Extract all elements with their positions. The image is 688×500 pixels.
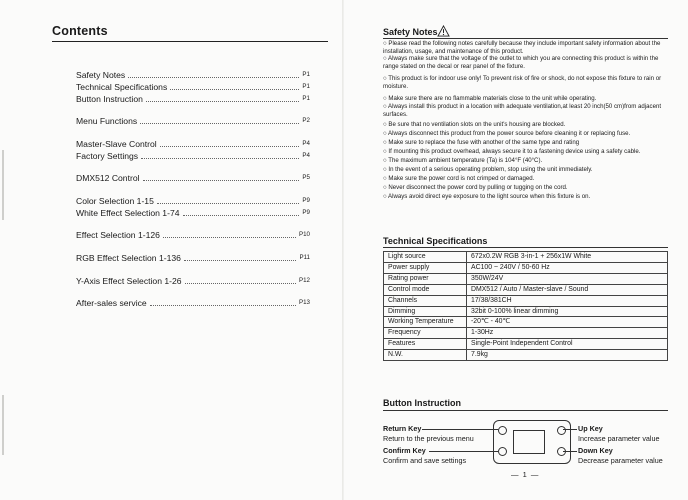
return-key-leader	[422, 429, 498, 430]
table-row	[384, 252, 668, 263]
table-row	[384, 284, 668, 295]
safety-note-text: Make sure there are no flammable materials close to the unit while operating.	[388, 95, 597, 102]
toc-item-page: P4	[302, 152, 310, 159]
return-key-label: Return Key	[383, 424, 422, 433]
safety-note	[383, 184, 668, 192]
spec-value: 32bit 0-100% linear dimming	[467, 306, 668, 317]
toc-item-page: P1	[302, 83, 310, 90]
toc-leader-dots	[157, 203, 300, 204]
safety-notes-divider	[383, 38, 668, 39]
spec-value: 350W/24V	[467, 273, 668, 284]
toc-leader-dots	[183, 215, 300, 216]
toc-item-page: P1	[302, 95, 310, 102]
safety-note	[383, 148, 668, 156]
safety-note-text: Be sure that no ventilation slots on the unit's housing are blocked.	[388, 121, 566, 128]
bullet-circle-icon: ○	[383, 148, 387, 155]
contents-divider	[52, 41, 328, 42]
toc-item-label: RGB Effect Selection 1-136	[76, 253, 181, 263]
tech-specs-divider	[383, 247, 668, 248]
toc-item-label: Y-Axis Effect Selection 1-26	[76, 276, 182, 286]
toc-leader-dots	[185, 283, 296, 284]
bullet-circle-icon: ○	[383, 55, 387, 62]
bullet-circle-icon: ○	[383, 193, 387, 200]
down-key-button	[557, 447, 566, 456]
safety-note	[383, 95, 668, 103]
safety-note	[383, 166, 668, 174]
toc-item[interactable]	[76, 70, 310, 80]
safety-note	[383, 157, 668, 165]
toc-leader-dots	[163, 237, 296, 238]
spec-value: 672x0.2W RGB 3-in-1 + 256x1W White	[467, 252, 668, 263]
toc-item-label: Master-Slave Control	[76, 139, 157, 149]
toc-item[interactable]	[76, 139, 310, 149]
safety-note-text: The maximum ambient temperature (Ta) is 104°F (40°C).	[388, 157, 543, 164]
return-key-desc: Return to the previous menu	[383, 434, 474, 443]
toc-leader-dots	[184, 260, 297, 261]
toc-item-label: Factory Settings	[76, 151, 139, 161]
toc-item-page: P10	[298, 231, 310, 238]
toc-item[interactable]	[76, 208, 310, 218]
toc-item-page: P9	[302, 197, 310, 204]
safety-note-text: Never disconnect the power cord by pulling or tugging on the cord.	[388, 184, 568, 191]
spec-value: 7.9kg	[467, 350, 668, 361]
safety-note	[383, 75, 668, 90]
table-row	[384, 295, 668, 306]
toc-item[interactable]	[76, 151, 310, 161]
down-key-desc: Decrease parameter value	[578, 456, 663, 465]
confirm-key-button	[498, 447, 507, 456]
toc-item-label: Menu Functions	[76, 116, 138, 126]
toc-item-page: P4	[302, 140, 310, 147]
toc-item-page: P1	[302, 71, 310, 78]
spec-key: Control mode	[384, 284, 467, 295]
table-row	[384, 328, 668, 339]
toc-item-label: Effect Selection 1-126	[76, 230, 160, 240]
spec-key: Rating power	[384, 273, 467, 284]
spec-value: DMX512 / Auto / Master-slave / Sound	[467, 284, 668, 295]
toc-item-label: Technical Specifications	[76, 82, 168, 92]
toc-item[interactable]	[76, 173, 310, 183]
toc-leader-dots	[150, 305, 296, 306]
toc-item[interactable]	[76, 230, 310, 240]
spec-key: N.W.	[384, 350, 467, 361]
toc-item[interactable]	[76, 82, 310, 92]
button-instruction-title: Button Instruction	[383, 398, 461, 408]
up-key-desc: Increase parameter value	[578, 434, 660, 443]
confirm-key-leader	[429, 451, 498, 452]
table-row	[384, 317, 668, 328]
spec-value: AC100 ~ 240V / 50-60 Hz	[467, 262, 668, 273]
safety-note-text: Always make sure that the voltage of the outlet to which you are connecting this product is within the range stated on the decal or rear panel of the fixture.	[383, 55, 659, 70]
warning-triangle-icon	[437, 25, 450, 37]
toc-item-page: P13	[298, 299, 310, 306]
table-row	[384, 273, 668, 284]
safety-note	[383, 175, 668, 183]
bullet-circle-icon: ○	[383, 139, 387, 146]
bullet-circle-icon: ○	[383, 95, 387, 102]
safety-note	[383, 55, 668, 70]
toc-leader-dots	[170, 89, 299, 90]
toc-item-page: P5	[302, 174, 310, 181]
toc-item-label: DMX512 Control	[76, 173, 140, 183]
toc-item-label: White Effect Selection 1-74	[76, 208, 180, 218]
spec-key: Power supply	[384, 262, 467, 273]
toc-leader-dots	[160, 146, 300, 147]
toc-leader-dots	[141, 158, 299, 159]
table-row	[384, 350, 668, 361]
toc-item-page: P9	[302, 209, 310, 216]
spec-value: 1-30Hz	[467, 328, 668, 339]
table-row	[384, 339, 668, 350]
display-screen	[513, 430, 545, 454]
toc-item[interactable]	[76, 116, 310, 126]
toc-item[interactable]	[76, 276, 310, 286]
toc-leader-dots	[143, 180, 300, 181]
toc-item-page: P11	[299, 254, 310, 261]
table-row	[384, 306, 668, 317]
down-key-label: Down Key	[578, 446, 613, 455]
safety-note-text: This product is for indoor use only! To prevent risk of fire or shock, do not expose this fixture to rain or moisture.	[383, 75, 662, 90]
safety-note-text: Always install this product in a location with adequate ventilation,at least 20 inch(50 cm)from adjacent surfaces.	[383, 103, 662, 118]
spec-key: Channels	[384, 295, 467, 306]
spec-key: Light source	[384, 252, 467, 263]
contents-title: Contents	[52, 24, 108, 38]
spec-key: Features	[384, 339, 467, 350]
toc-item-label: Safety Notes	[76, 70, 126, 80]
safety-note	[383, 139, 668, 147]
spec-value: Single-Point Independent Control	[467, 339, 668, 350]
confirm-key-desc: Confirm and save settings	[383, 456, 467, 465]
toc-leader-dots	[128, 77, 299, 78]
spec-value: 17/38/381CH	[467, 295, 668, 306]
safety-note-text: Always avoid direct eye exposure to the light source when this fixture is on.	[388, 193, 591, 200]
tech-specs-title: Technical Specifications	[383, 236, 488, 246]
toc-item-label: Color Selection 1-15	[76, 196, 154, 206]
spec-key: Dimming	[384, 306, 467, 317]
up-key-button	[557, 426, 566, 435]
toc-item-page: P2	[302, 117, 310, 124]
toc-item[interactable]	[76, 253, 310, 263]
safety-note-text: Please read the following notes carefully because they include important safety information about the installation, usage, and maintenance of this product.	[383, 40, 661, 55]
toc-leader-dots	[140, 123, 299, 124]
confirm-key-label: Confirm Key	[383, 446, 426, 455]
toc-item-label: After-sales service	[76, 298, 147, 308]
safety-note	[383, 121, 668, 129]
safety-notes-title: Safety Notes	[383, 27, 438, 37]
bullet-circle-icon: ○	[383, 175, 387, 182]
toc-item[interactable]	[76, 94, 310, 104]
return-key-button	[498, 426, 507, 435]
table-row	[384, 262, 668, 273]
toc-item-label: Button Instruction	[76, 94, 143, 104]
button-instruction-divider	[383, 410, 668, 411]
toc-leader-dots	[146, 101, 300, 102]
bullet-circle-icon: ○	[383, 75, 387, 82]
tech-specs-table	[383, 251, 668, 361]
safety-note	[383, 40, 668, 55]
bullet-circle-icon: ○	[383, 184, 387, 191]
toc-item[interactable]	[76, 196, 310, 206]
bullet-circle-icon: ○	[383, 166, 387, 173]
safety-note-text: If mounting this product overhead, always secure it to a fastening device using a safety cable.	[388, 148, 641, 155]
spec-key: Working Temperature	[384, 317, 467, 328]
bullet-circle-icon: ○	[383, 130, 387, 137]
safety-note	[383, 103, 668, 118]
safety-note-text: Make sure the power cord is not crimped or damaged.	[388, 175, 535, 182]
safety-note	[383, 193, 668, 201]
safety-note	[383, 130, 668, 138]
toc-item[interactable]	[76, 298, 310, 308]
bullet-circle-icon: ○	[383, 157, 387, 164]
page-number: — 1 —	[511, 470, 540, 479]
bullet-circle-icon: ○	[383, 121, 387, 128]
spec-value: -20℃ - 40℃	[467, 317, 668, 328]
up-key-label: Up Key	[578, 424, 603, 433]
bullet-circle-icon: ○	[383, 40, 387, 47]
safety-note-text: Make sure to replace the fuse with another of the same type and rating	[388, 139, 580, 146]
spec-key: Frequency	[384, 328, 467, 339]
control-panel-diagram	[493, 420, 571, 464]
safety-note-text: Always disconnect this product from the power source before cleaning it or replacing fuse.	[388, 130, 631, 137]
toc-item-page: P12	[298, 277, 310, 284]
safety-note-text: In the event of a serious operating problem, stop using the unit immediately.	[388, 166, 593, 173]
bullet-circle-icon: ○	[383, 103, 387, 110]
